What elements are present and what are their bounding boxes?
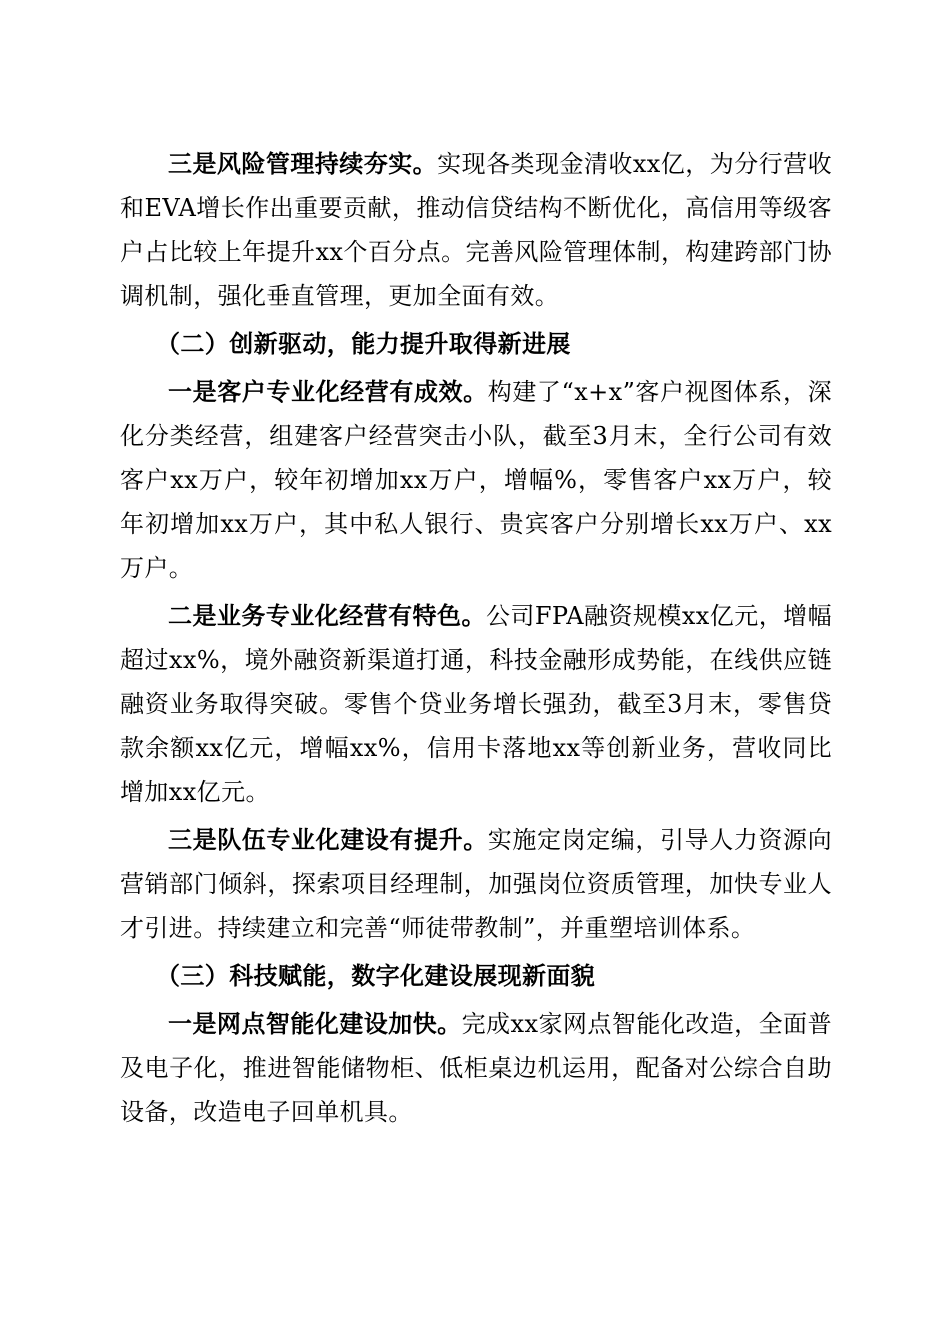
paragraph-body: 构建了“x+x”客户视图体系，深化分类经营，组建客户经营突击小队，截至3月末，全行公司有效客户xx万户，较年初增加xx万户，增幅%，零售客户xx万户，较年初增加xx万户，其中私人银行、贵宾客户分别增长xx万户、xx万户。 [120,378,832,582]
section-heading-innovation: （二）创新驱动，能力提升取得新进展 [156,329,571,358]
paragraph-lead: 一是客户专业化经营有成效。 [168,377,488,406]
paragraph-business-operation [120,594,832,814]
paragraph-branch-intelligence [120,1002,832,1134]
paragraph-lead: 一是网点智能化建设加快。 [168,1009,462,1038]
paragraph-body: 公司FPA融资规模xx亿元，增幅超过xx%，境外融资新渠道打通，科技金融形成势能，在线供应链融资业务取得突破。零售个贷业务增长强劲，截至3月末，零售贷款余额xx亿元，增幅xx%，信用卡落地xx等创新业务，营收同比增加xx亿元。 [120,602,833,806]
section-heading-technology: （三）科技赋能，数字化建设展现新面貌 [156,961,596,990]
paragraph-lead: 三是风险管理持续夯实。 [168,149,438,178]
paragraph-customer-operation [120,370,832,590]
paragraph-body: 实施定岗定编，引导人力资源向营销部门倾斜，探索项目经理制，加强岗位资质管理，加快专业人才引进。持续建立和完善“师徒带教制”，并重塑培训体系。 [120,826,832,942]
paragraph-risk-management [120,142,832,318]
paragraph-body: 完成xx家网点智能化改造，全面普及电子化，推进智能储物柜、低柜桌边机运用，配备对公综合自助设备，改造电子回单机具。 [120,1010,832,1126]
paragraph-body: 实现各类现金清收xx亿，为分行营收和EVA增长作出重要贡献，推动信贷结构不断优化，高信用等级客户占比较上年提升xx个百分点。完善风险管理体制，构建跨部门协调机制，强化垂直管理，更加全面有效。 [120,150,833,310]
document-page [120,142,832,1134]
paragraph-team-building [120,818,832,950]
paragraph-lead: 三是队伍专业化建设有提升。 [168,825,488,854]
paragraph-lead: 二是业务专业化经营有特色。 [168,601,486,630]
